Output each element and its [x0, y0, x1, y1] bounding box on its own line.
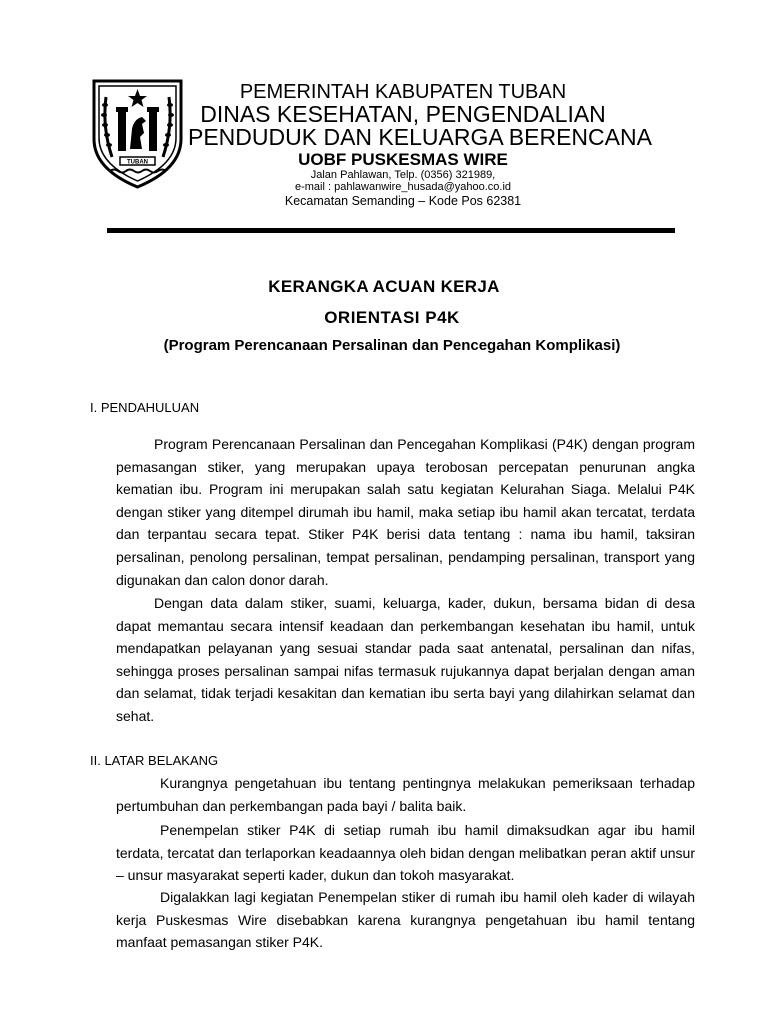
letterhead-department-line2: PENDUDUK DAN KELUARGA BERENCANA	[188, 124, 652, 150]
paragraph: Dengan data dalam stiker, suami, keluarga, kader, dukun, bersama bidan di desa dapat memantau secara intensif keadaan dan perkembangan kesehatan ibu hamil, untuk mendapatkan pelayanan yang sesuai standar pada saat antenatal, persalinan dan nifas, sehingga proses persalinan sampai nifas termasuk rujukannya dapat berjalan dengan aman dan selamat, tidak terjadi kesakitan dan kematian ibu serta bayi yang dilahirkan selamat dan sehat.	[116, 595, 695, 724]
letterhead-district: Kecamatan Semanding – Kode Pos 62381	[284, 194, 522, 208]
letterhead-puskesmas: UOBF PUSKESMAS WIRE	[298, 150, 508, 169]
tuban-regency-emblem-icon	[90, 77, 185, 190]
emblem-banner-text: TUBAN	[127, 159, 148, 166]
section-heading-latar-belakang: II. LATAR BELAKANG	[90, 753, 219, 768]
letterhead-address: Jalan Pahlawan, Telp. (0356) 321989,	[310, 169, 496, 181]
letterhead-email: e-mail : pahlawanwire_husada@yahoo.co.id	[294, 181, 511, 193]
document-title: KERANGKA ACUAN KERJA	[268, 277, 500, 296]
letterhead-divider	[107, 228, 675, 233]
paragraph: Digalakkan lagi kegiatan Penempelan stiker di rumah ibu hamil oleh kader di wilayah kerja Puskesmas Wire disebabkan karena kurangnya pengetahuan ibu hamil tentang manfaat pemasangan stiker P4K.	[116, 889, 695, 951]
document-subtitle: ORIENTASI P4K	[324, 308, 460, 327]
document-subtitle-expansion: (Program Perencanaan Persalinan dan Pencegahan Komplikasi)	[163, 337, 621, 354]
letterhead-government: PEMERINTAH KABUPATEN TUBAN	[239, 81, 567, 103]
paragraph: Penempelan stiker P4K di setiap rumah ibu hamil dimaksudkan agar ibu hamil terdata, tercatat dan terlaporkan keadaannya oleh bidan dengan melibatkan peran aktif unsur – unsur masyarakat seperti kader, dukun dan tokoh masyarakat.	[116, 822, 695, 884]
paragraph: Kurangnya pengetahuan ibu tentang pentingnya melakukan pemeriksaan terhadap pertumbuhan dan perkembangan pada bayi / balita baik.	[116, 775, 695, 814]
paragraph: Program Perencanaan Persalinan dan Pencegahan Komplikasi (P4K) dengan program pemasangan stiker, yang merupakan upaya terobosan percepatan penurunan angka kematian ibu. Program ini merupakan salah satu kegiatan Kelurahan Siaga. Melalui P4K dengan stiker yang ditempel dirumah ibu hamil, maka setiap ibu hamil akan tercatat, terdata dan terpantau secara tepat. Stiker P4K berisi data tentang : nama ibu hamil, taksiran persalinan, penolong persalinan, tempat persalinan, pendamping persalinan, transport yang digunakan dan calon donor darah.	[116, 436, 695, 588]
letterhead-department-line1: DINAS KESEHATAN, PENGENDALIAN	[200, 101, 606, 127]
section-heading-pendahuluan: I. PENDAHULUAN	[90, 400, 200, 415]
